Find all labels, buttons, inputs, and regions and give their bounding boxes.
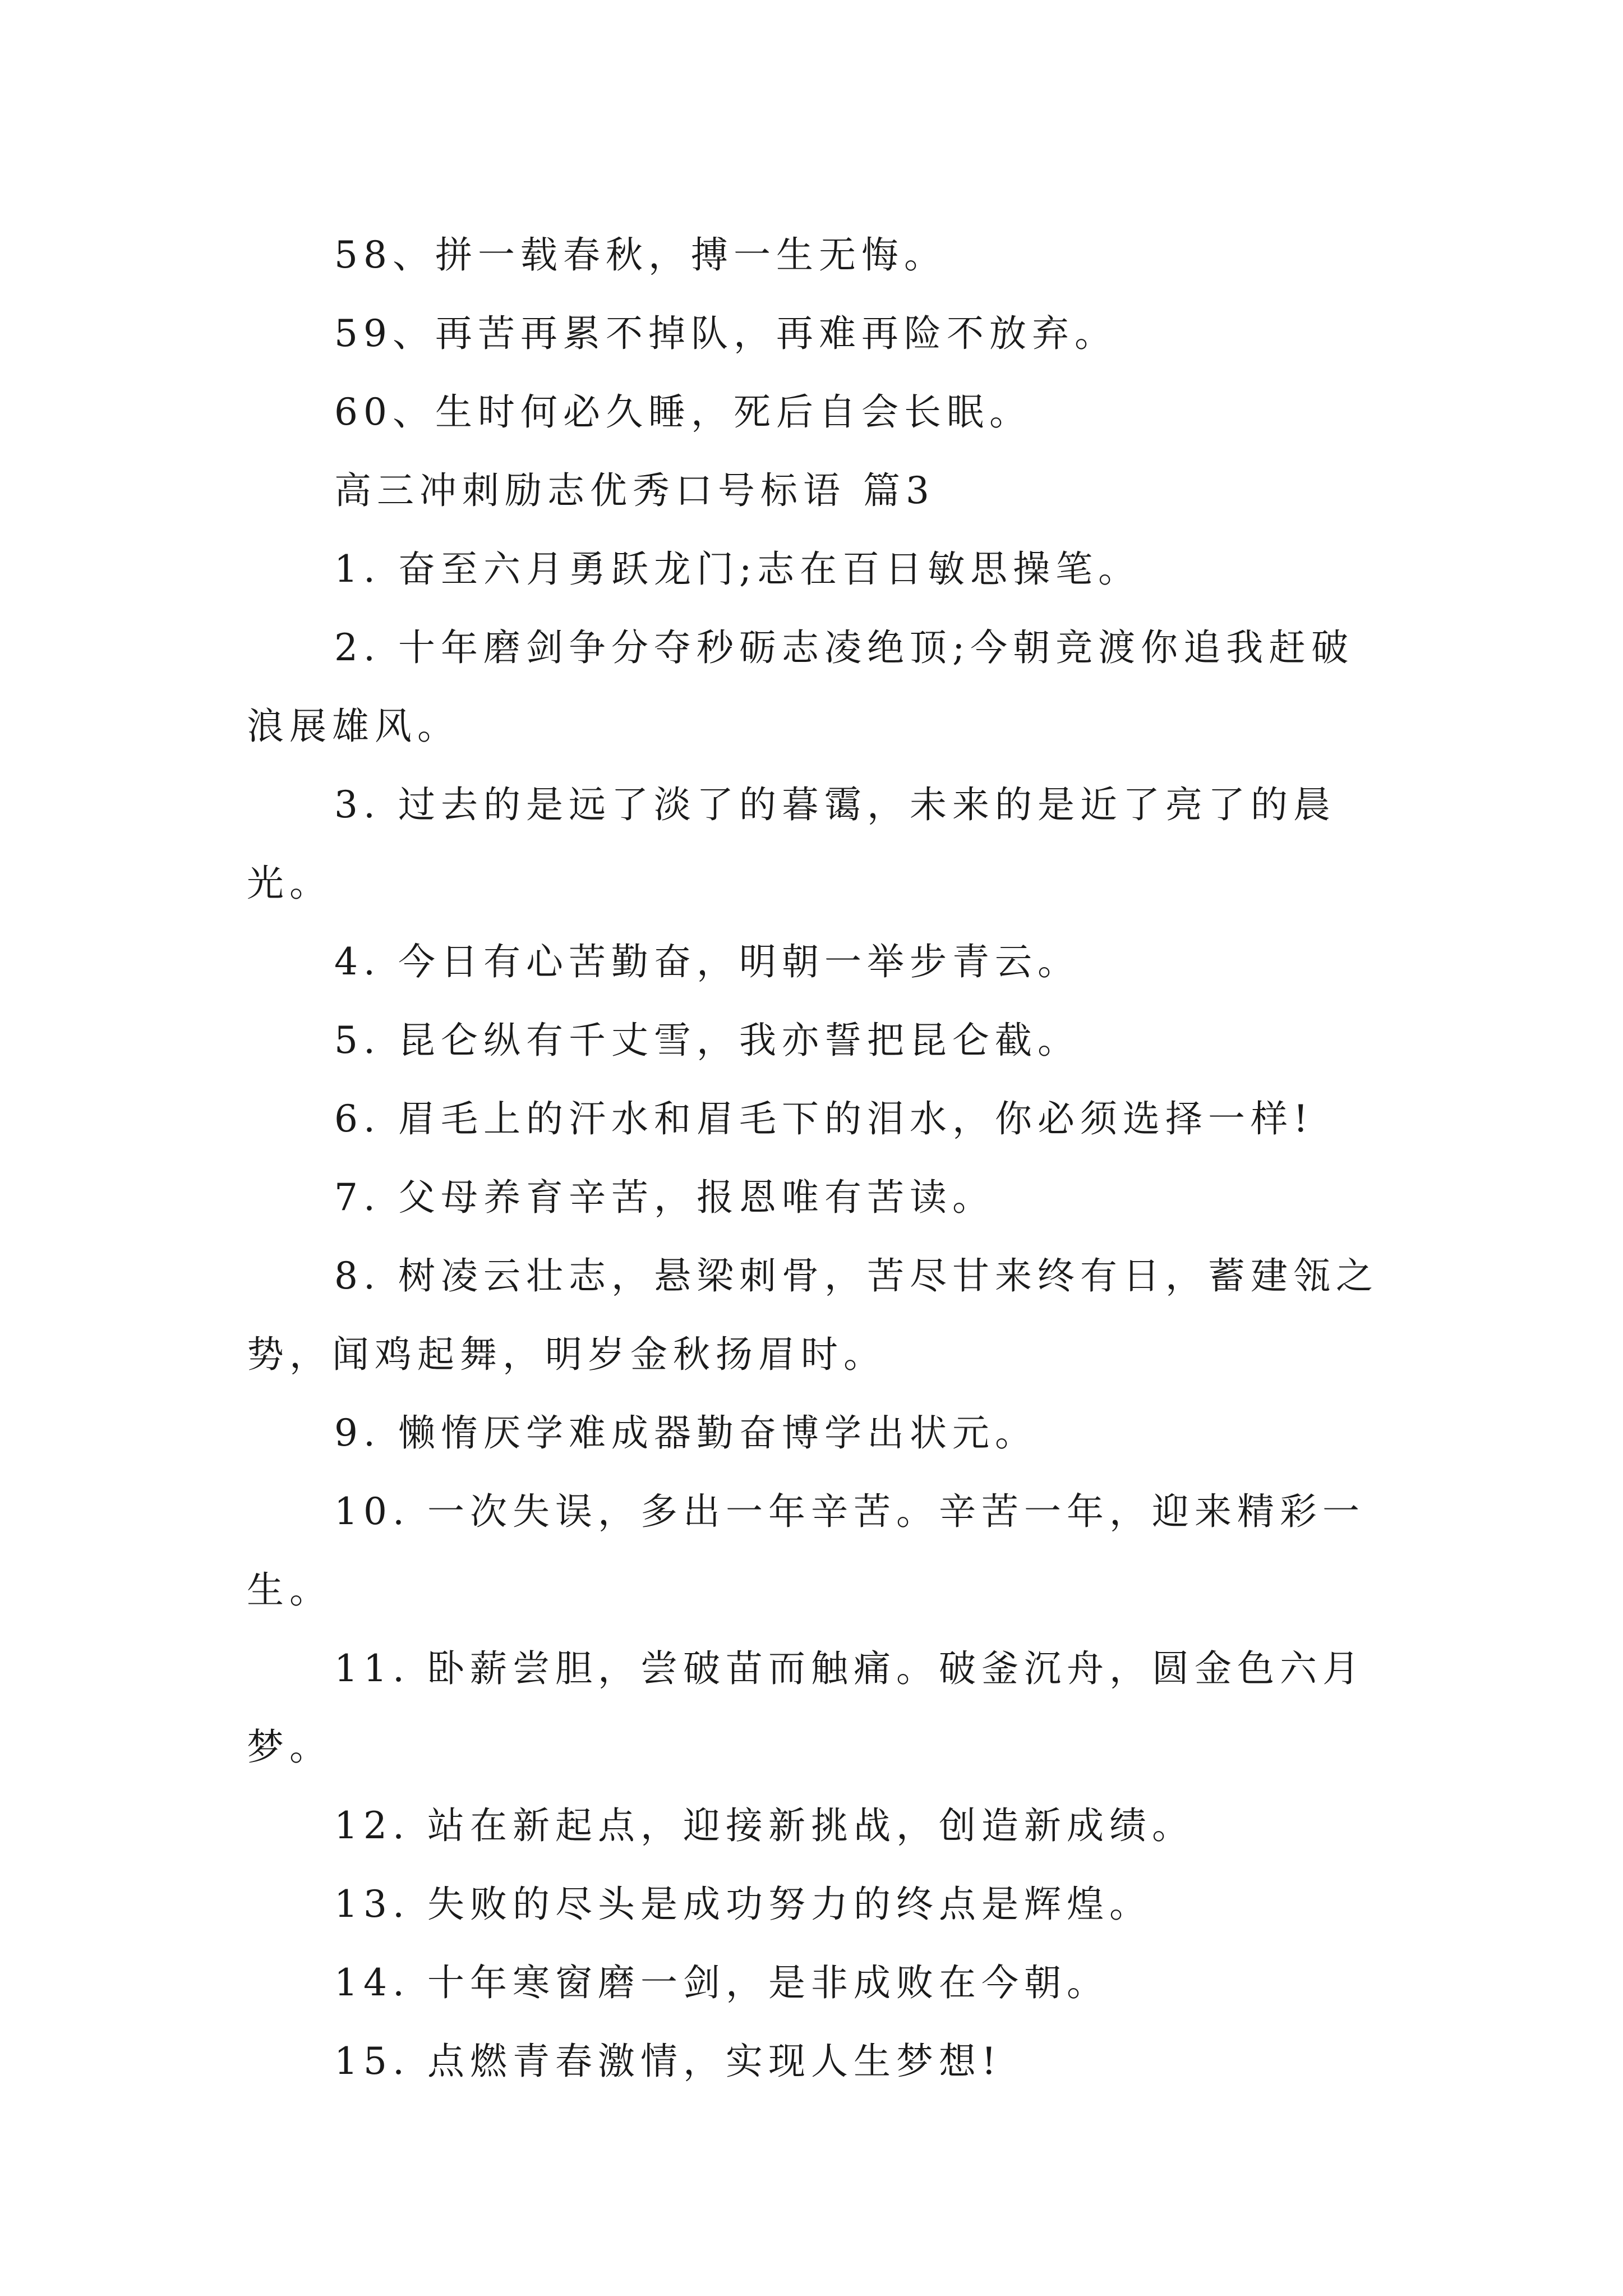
paragraph-5: 5. 昆仑纵有千丈雪，我亦誓把昆仑截。 [334,1019,1080,1062]
paragraph-8: 8. 树凌云壮志，悬梁刺骨，苦尽甘来终有日，蓄建瓴之势，闻鸡起舞，明岁金秋扬眉时。 [247,1254,1378,1376]
paragraph-14: 14. 十年寒窗磨一剑，是非成败在今朝。 [334,1961,1109,2004]
paragraph-7: 7. 父母养育辛苦，报恩唯有苦读。 [334,1176,995,1219]
paragraph-15: 15. 点燃青春激情，实现人生梦想! [334,2040,1002,2083]
paragraph-11: 11. 卧薪尝胆，尝破苗而触痛。破釜沉舟，圆金色六月梦。 [247,1647,1365,1769]
document-body [247,216,1380,2101]
paragraph-13: 13. 失败的尽头是成功努力的终点是辉煌。 [334,1883,1152,1926]
paragraph-6: 6. 眉毛上的汗水和眉毛下的泪水，你必须选择一样! [334,1097,1314,1140]
paragraph-2: 2. 十年磨剑争分夺秒砺志凌绝顶;今朝竞渡你追我赶破浪展雄风。 [247,626,1354,748]
paragraph-10: 10. 一次失误，多出一年辛苦。辛苦一年，迎来精彩一生。 [247,1490,1365,1612]
section-heading: 高三冲刺励志优秀口号标语 篇3 [334,469,935,512]
paragraph-9: 9. 懒惰厌学难成器勤奋博学出状元。 [334,1411,1038,1455]
paragraph-12: 12. 站在新起点，迎接新挑战，创造新成绩。 [334,1804,1195,1847]
paragraph-60: 60、生时何必久睡，死后自会长眠。 [334,390,1032,434]
paragraph-3: 3. 过去的是远了淡了的暮霭，未来的是近了亮了的晨光。 [247,783,1336,905]
paragraph-4: 4. 今日有心苦勤奋，明朝一举步青云。 [334,940,1080,983]
paragraph-59: 59、再苦再累不掉队，再难再险不放弃。 [334,312,1117,355]
paragraph-58: 58、拼一载春秋，搏一生无悔。 [334,233,947,277]
paragraph-1: 1. 奋至六月勇跃龙门;志在百日敏思操笔。 [334,547,1141,591]
